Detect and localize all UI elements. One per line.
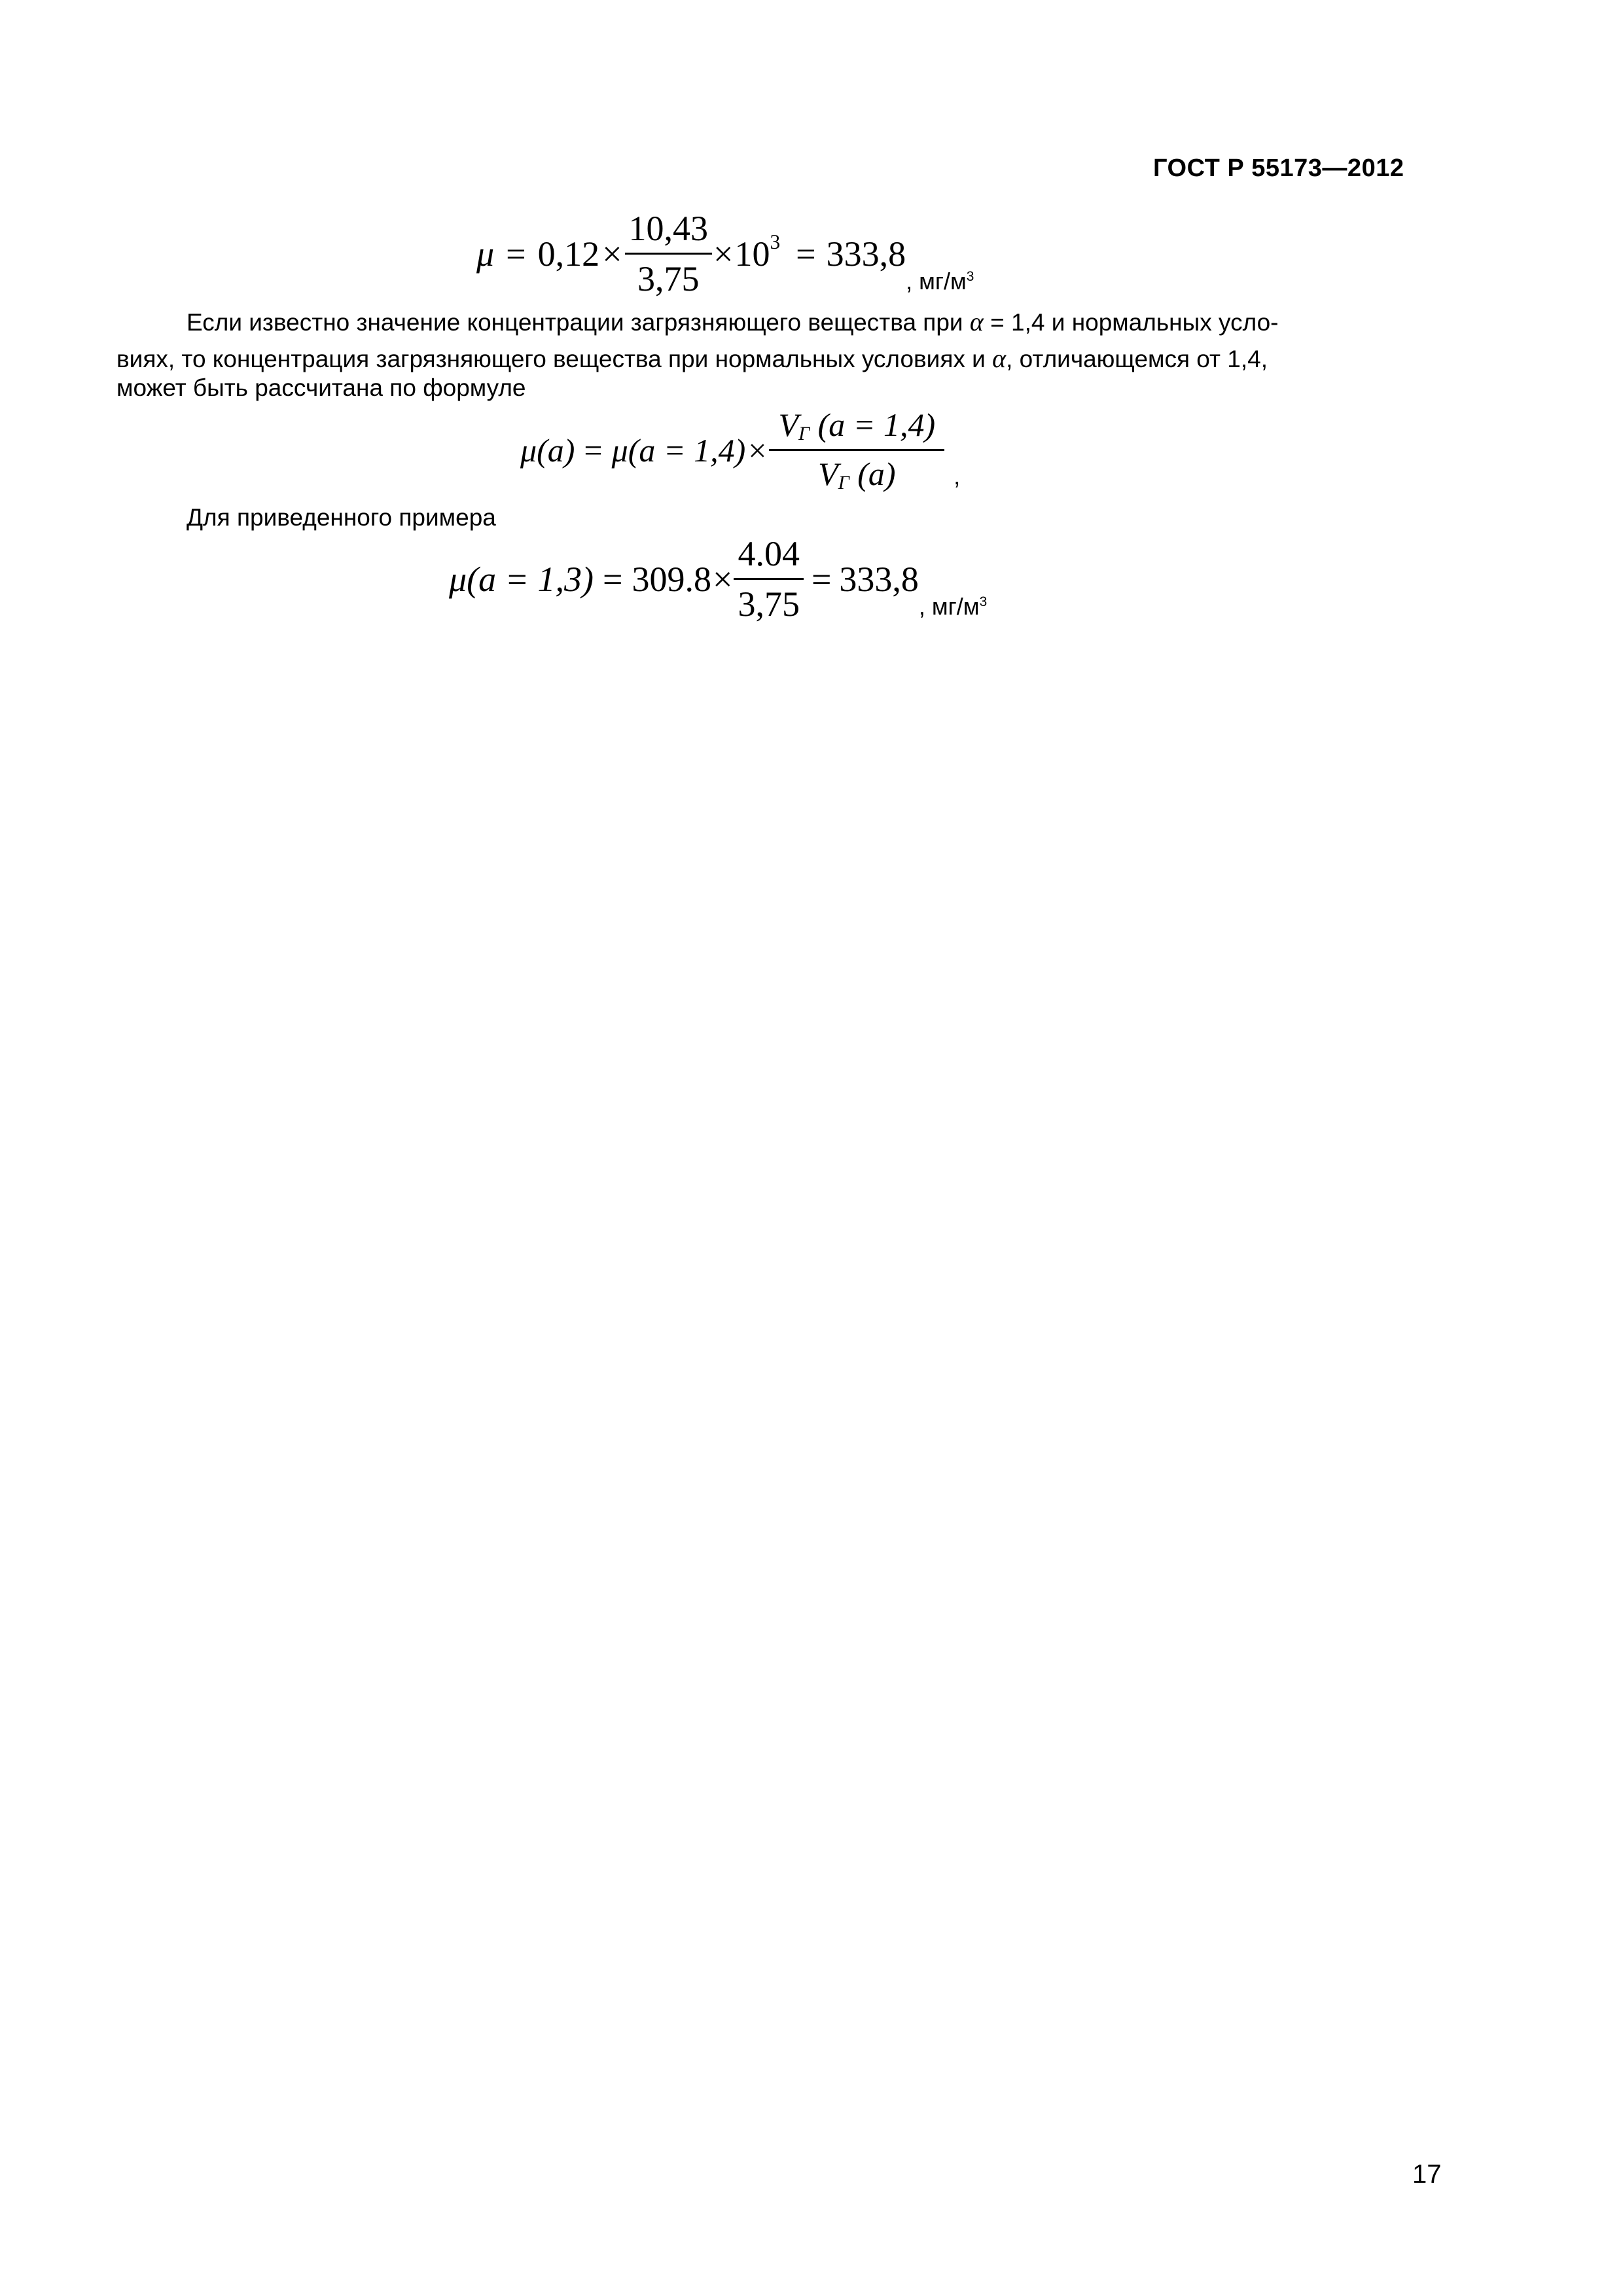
trailing-comma: , <box>954 463 961 490</box>
document-id: ГОСТ Р 55173—2012 <box>1153 154 1404 182</box>
paragraph-line: Если известно значение концентрации загрязняющего вещества при α = 1,4 и нормальных усло- <box>187 307 1279 336</box>
unit-label: , $мг/м^3$ <box>918 593 988 620</box>
paragraph-line: виях, то концентрация загрязняющего вещества при нормальных условиях и α, отличающемся от 1,4, <box>116 344 1268 373</box>
equals-sign: = <box>796 234 816 274</box>
numerator: 4.04 <box>734 533 804 580</box>
power-base: 10 <box>734 234 770 274</box>
times-sign: × <box>713 234 734 274</box>
equals-sign: = <box>584 431 603 469</box>
equals-sign: = <box>811 559 832 599</box>
denominator: VГ (a) <box>818 456 896 494</box>
page-number: 17 <box>1412 2160 1442 2189</box>
fraction <box>625 208 713 299</box>
paragraph-line: может быть рассчитана по формуле <box>116 374 526 401</box>
factor: μ(a = 1,4) <box>611 431 746 469</box>
denominator: 3,75 <box>738 584 800 624</box>
times-sign: × <box>712 559 733 599</box>
paragraph-line: Для приведенного примера <box>187 504 496 531</box>
formula-3 <box>449 533 987 624</box>
lhs: μ(a = 1,3) <box>449 559 594 599</box>
numerator: VГ (a = 1,4) <box>769 406 944 451</box>
lhs: μ(a) <box>520 431 575 469</box>
alpha-symbol: α <box>992 344 1007 373</box>
times-sign: × <box>602 234 622 274</box>
result-value: 333,8 <box>826 234 906 274</box>
fraction <box>769 406 944 494</box>
times-sign: × <box>748 431 767 469</box>
mu-symbol: μ <box>476 234 495 274</box>
formula-1 <box>476 208 974 299</box>
unit-label: , $мг/м^3$ <box>906 268 974 295</box>
equals-sign: = <box>506 234 526 274</box>
alpha-symbol: α <box>969 307 984 336</box>
fraction <box>734 533 804 624</box>
result-value: 333,8 <box>839 559 919 599</box>
numerator: 10,43 <box>625 208 713 255</box>
formula-2 <box>520 406 960 494</box>
denominator: 3,75 <box>637 259 700 298</box>
factor: 309.8 <box>632 559 711 599</box>
coefficient: 0,12 <box>537 234 600 274</box>
power-exponent: 3 <box>770 230 781 253</box>
equals-sign: = <box>603 559 623 599</box>
